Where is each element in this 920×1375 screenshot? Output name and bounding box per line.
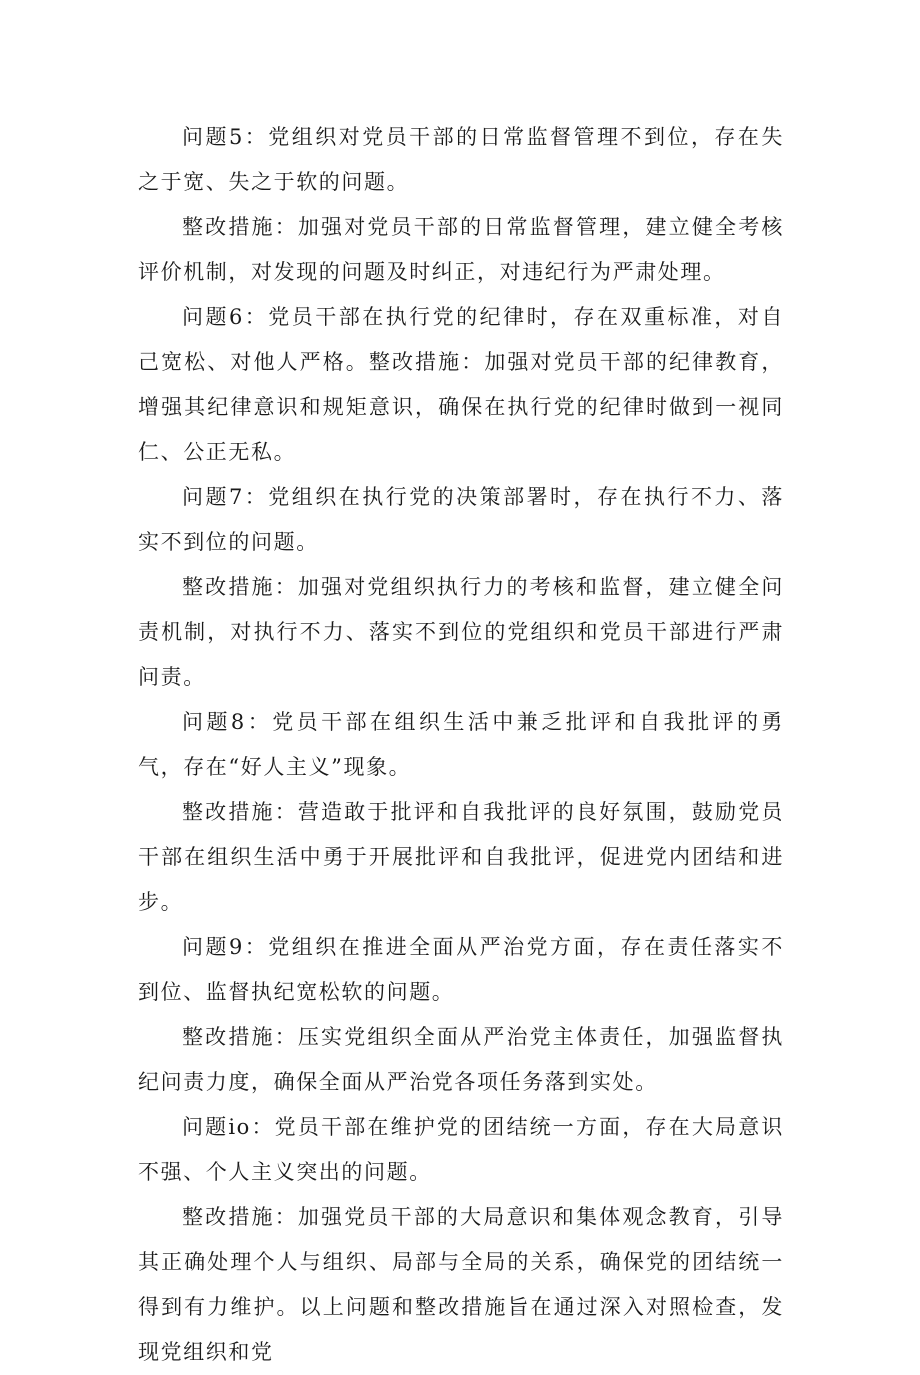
paragraph-measure-8: 整改措施：营造敢于批评和自我批评的良好氛围，鼓励党员干部在组织生活中勇于开展批评和自我批评，促进党内团结和进步。 [138,800,784,914]
paragraph-measure-9: 整改措施：压实党组织全面从严治党主体责任，加强监督执纪问责力度，确保全面从严治党各项任务落到实处。 [138,1025,784,1094]
paragraph-problem-10: 问题io：党员干部在维护党的团结统一方面，存在大局意识不强、个人主义突出的问题。 [138,1115,784,1184]
paragraph-problem-9: 问题9：党组织在推进全面从严治党方面，存在责任落实不到位、监督执纪宽松软的问题。 [138,935,784,1004]
paragraph-problem-8: 问题8：党员干部在组织生活中兼乏批评和自我批评的勇气，存在“好人主义”现象。 [138,710,784,779]
paragraph-problem-6: 问题6：党员干部在执行党的纪律时，存在双重标准，对自己宽松、对他人严格。整改措施：加强对党员干部的纪律教育，增强其纪律意识和规矩意识，确保在执行党的纪律时做到一视同仁、公正无私。 [138,305,784,464]
paragraph-measure-5: 整改措施：加强对党员干部的日常监督管理，建立健全考核评价机制，对发现的问题及时纠正，对违纪行为严肃处理。 [138,215,784,284]
document-body [138,115,784,1375]
paragraph-measure-7: 整改措施：加强对党组织执行力的考核和监督，建立健全问责机制，对执行不力、落实不到位的党组织和党员干部进行严肃问责。 [138,575,784,689]
paragraph-problem-5: 问题5：党组织对党员干部的日常监督管理不到位，存在失之于宽、失之于软的问题。 [138,125,784,194]
paragraph-problem-7: 问题7：党组织在执行党的决策部署时，存在执行不力、落实不到位的问题。 [138,485,784,554]
paragraph-measure-10: 整改措施：加强党员干部的大局意识和集体观念教育，引导其正确处理个人与组织、局部与全局的关系，确保党的团结统一得到有力维护。以上问题和整改措施旨在通过深入对照检查，发现党组织和党 [138,1205,784,1364]
